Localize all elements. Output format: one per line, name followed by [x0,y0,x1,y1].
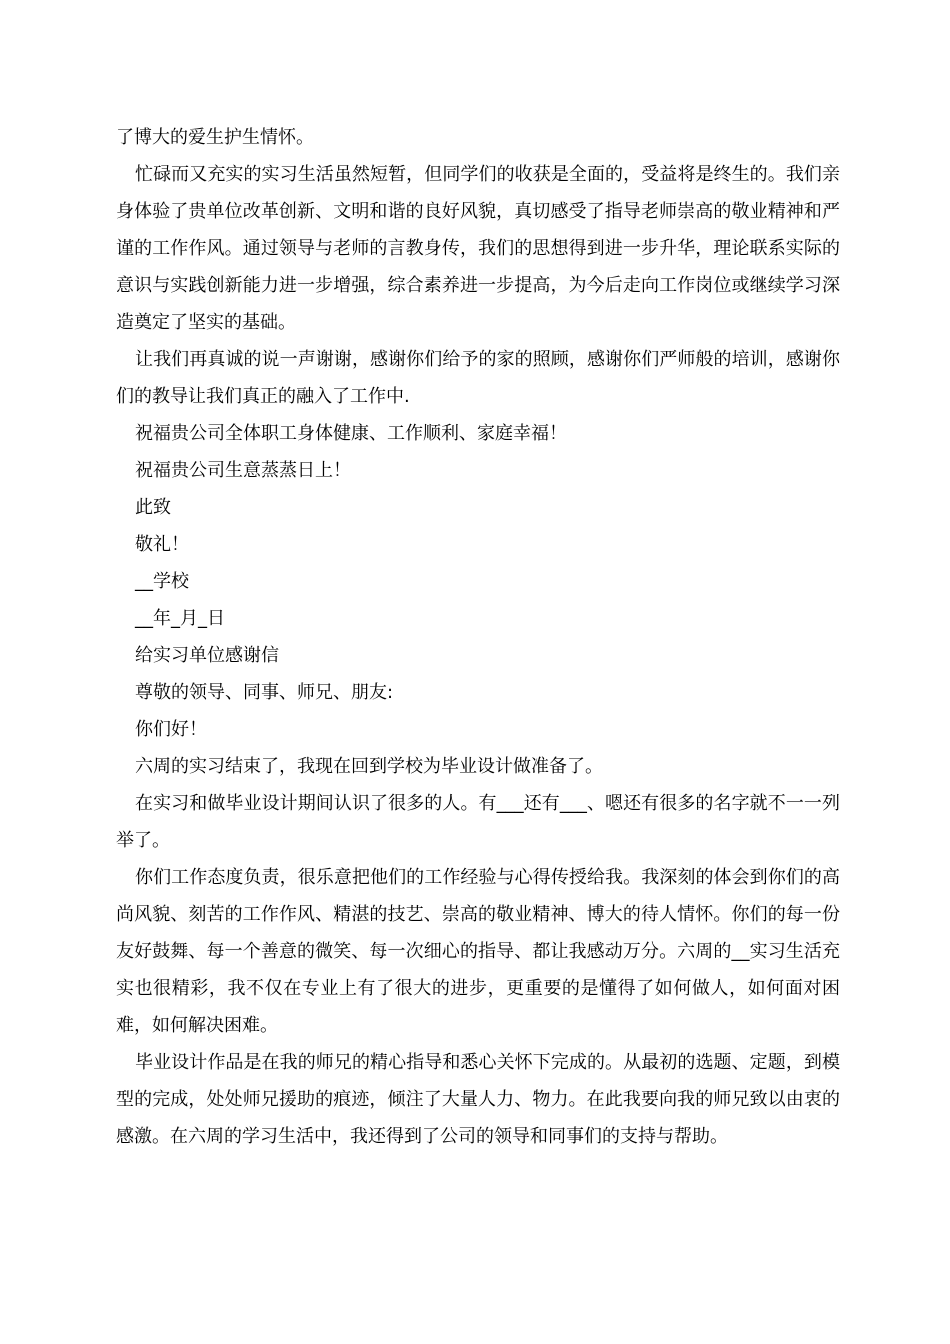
greeting: 尊敬的领导、同事、师兄、朋友: [135,682,394,703]
signature-school: __学校 [135,571,189,592]
paragraph: 祝福贵公司生意蒸蒸日上！ [135,460,351,481]
paragraph: 毕业设计作品是在我的师兄的精心指导和悉心关怀下完成的。从最初的选题、定题，到模型的完成，处处师兄援助的痕迹，倾注了大量人力、物力。在此我要向我的师兄致以由衷的感激。在六周的学习生活中，我还得到了公司的领导和同事们的支持与帮助。 [116,1052,840,1147]
paragraph: 忙碌而又充实的实习生活虽然短暂，但同学们的收获是全面的，受益将是终生的。我们亲身体验了贵单位改革创新、文明和谐的良好风貌，真切感受了指导老师崇高的敬业精神和严谨的工作作风。通过领导与老师的言教身传，我们的思想得到进一步升华，理论联系实际的意识与实践创新能力进一步增强，综合素养进一步提高，为今后走向工作岗位或继续学习深造奠定了坚实的基础。 [116,164,840,333]
paragraph: 你们工作态度负责，很乐意把他们的工作经验与心得传授给我。我深刻的体会到你们的高尚风貌、刻苦的工作作风、精湛的技艺、崇高的敬业精神、博大的待人情怀。你们的每一份友好鼓舞、每一个善意的微笑、每一次细心的指导、都让我感动万分。六周的__实习生活充实也很精彩，我不仅在专业上有了很大的进步，更重要的是懂得了如何做人，如何面对困难，如何解决困难。 [116,867,840,1036]
letter-title: 给实习单位感谢信 [135,645,279,666]
closing-phrase: 此致 [135,497,171,518]
paragraph: 了博大的爱生护生情怀。 [116,127,314,148]
paragraph: 在实习和做毕业设计期间认识了很多的人。有___还有___、嗯还有很多的名字就不一一列举了。 [116,793,840,851]
greeting: 你们好！ [135,719,207,740]
paragraph: 祝福贵公司全体职工身体健康、工作顺利、家庭幸福！ [135,423,567,444]
salutation: 敬礼！ [135,534,189,555]
paragraph: 六周的实习结束了，我现在回到学校为毕业设计做准备了。 [135,756,603,777]
paragraph: 让我们再真诚的说一声谢谢，感谢你们给予的家的照顾，感谢你们严师般的培训，感谢你们的教导让我们真正的融入了工作中. [116,349,840,407]
signature-date: __年_月_日 [135,608,225,629]
document-body [116,119,840,1155]
